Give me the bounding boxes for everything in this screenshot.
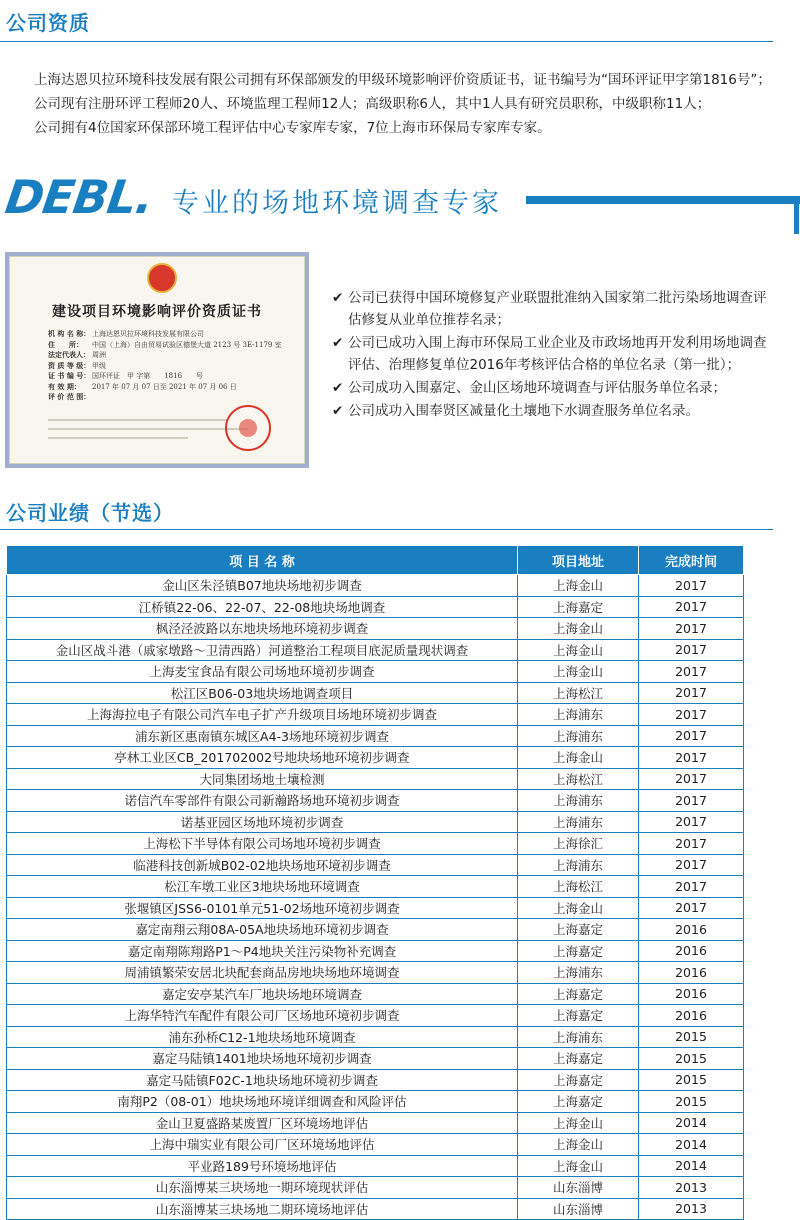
checklist-item: ✔ 公司成功入围嘉定、金山区场地环境调查与评估服务单位名录； [332, 377, 772, 399]
project-location-cell: 上海浦东 [518, 725, 639, 747]
table-row [7, 639, 744, 661]
table-row [7, 811, 744, 833]
project-location-cell: 上海金山 [518, 639, 639, 661]
intro-text [14, 68, 784, 140]
checklist-item: ✔ 公司成功入围奉贤区减量化土壤地下水调查服务单位名录。 [332, 400, 772, 422]
completion-year-cell: 2017 [639, 833, 744, 855]
checkmark-icon: ✔ [332, 380, 344, 396]
project-location-cell: 上海金山 [518, 618, 639, 640]
table-row [7, 790, 744, 812]
section-divider [0, 529, 773, 530]
project-location-cell: 上海松江 [518, 682, 639, 704]
project-name-cell: 诺信汽车零部件有限公司新瀚路场地环境初步调查 [7, 790, 518, 812]
cert-row-grade: 资 质 等 级： 甲级 [48, 360, 106, 370]
project-location-cell: 上海嘉定 [518, 1069, 639, 1091]
completion-year-cell: 2017 [639, 790, 744, 812]
completion-year-cell: 2016 [639, 962, 744, 984]
table-row [7, 1177, 744, 1199]
project-name-cell: 松江区B06-03地块场地调查项目 [7, 682, 518, 704]
table-row [7, 1198, 744, 1220]
project-location-cell: 上海徐汇 [518, 833, 639, 855]
project-location-cell: 上海嘉定 [518, 1091, 639, 1113]
achievement-checklist [332, 287, 772, 423]
project-name-cell: 嘉定马陆镇1401地块场地环境初步调查 [7, 1048, 518, 1070]
table-row [7, 747, 744, 769]
project-location-cell: 上海嘉定 [518, 940, 639, 962]
completion-year-cell: 2014 [639, 1155, 744, 1177]
table-row [7, 876, 744, 898]
table-row [7, 1048, 744, 1070]
table-row [7, 618, 744, 640]
project-name-cell: 诺基亚园区场地环境初步调查 [7, 811, 518, 833]
completion-year-cell: 2016 [639, 919, 744, 941]
project-location-cell: 上海金山 [518, 897, 639, 919]
table-row [7, 919, 744, 941]
intro-paragraph-3: 公司拥有4位国家环保部环境工程评估中心专家库专家，7位上海市环保局专家库专家。 [34, 120, 551, 136]
checkmark-icon: ✔ [332, 335, 344, 351]
project-name-cell: 嘉定安亭某汽车厂地块场地环境调查 [7, 983, 518, 1005]
header-project-name: 项 目 名 称 [7, 546, 518, 575]
project-location-cell: 上海浦东 [518, 962, 639, 984]
project-name-cell: 松江车墩工业区3地块场地环境调查 [7, 876, 518, 898]
completion-year-cell: 2013 [639, 1198, 744, 1220]
project-name-cell: 嘉定马陆镇F02C-1地块场地环境初步调查 [7, 1069, 518, 1091]
project-name-cell: 平业路189号环境场地评估 [7, 1155, 518, 1177]
project-name-cell: 大同集团场地土壤检测 [7, 768, 518, 790]
completion-year-cell: 2017 [639, 682, 744, 704]
project-name-cell: 上海松下半导体有限公司场地环境初步调查 [7, 833, 518, 855]
completion-year-cell: 2017 [639, 768, 744, 790]
table-row [7, 1112, 744, 1134]
project-location-cell: 上海浦东 [518, 790, 639, 812]
cert-row-representative: 法定代表人： 周洲 [48, 350, 106, 359]
completion-year-cell: 2015 [639, 1091, 744, 1113]
table-row [7, 1069, 744, 1091]
completion-year-cell: 2017 [639, 704, 744, 726]
completion-year-cell: 2017 [639, 897, 744, 919]
certificate-fine-print [48, 419, 248, 446]
checklist-item: ✔ 公司已获得中国环境修复产业联盟批准纳入国家第二批污染场地调查评估修复从业单位推荐名录； [332, 287, 772, 331]
intro-paragraph-1: 上海达恩贝拉环境科技发展有限公司拥有环保部颁发的甲级环境影响评价资质证书，证书编号为“国环评证甲字第1816号”； [34, 72, 771, 88]
completion-year-cell: 2014 [639, 1134, 744, 1156]
completion-year-cell: 2017 [639, 747, 744, 769]
table-row [7, 575, 744, 597]
completion-year-cell: 2015 [639, 1069, 744, 1091]
project-name-cell: 南翔P2（08-01）地块场地环境详细调查和风险评估 [7, 1091, 518, 1113]
project-location-cell: 上海金山 [518, 575, 639, 597]
completion-year-cell: 2017 [639, 661, 744, 683]
official-seal-icon [225, 405, 271, 451]
completion-year-cell: 2017 [639, 854, 744, 876]
completion-year-cell: 2017 [639, 618, 744, 640]
cert-row-validity: 有 效 期： 2017 年 07 月 07 日至 2021 年 07 月 06 日 [48, 381, 237, 391]
project-name-cell: 山东淄博某三块场地一期环境现状评估 [7, 1177, 518, 1199]
debl-logo: DEBL. [2, 170, 157, 224]
project-name-cell: 浦东孙桥C12-1地块场地环境调查 [7, 1026, 518, 1048]
project-name-cell: 江桥镇22-06、22-07、22-08地块场地调查 [7, 596, 518, 618]
section-title-qualification: 公司资质 [6, 11, 90, 35]
table-row [7, 725, 744, 747]
table-row [7, 983, 744, 1005]
header-completion-year: 完成时间 [639, 546, 744, 575]
project-location-cell: 上海嘉定 [518, 1005, 639, 1027]
completion-year-cell: 2017 [639, 876, 744, 898]
project-location-cell: 上海金山 [518, 747, 639, 769]
table-row [7, 1134, 744, 1156]
table-row [7, 768, 744, 790]
table-row [7, 940, 744, 962]
project-location-cell: 山东淄博 [518, 1177, 639, 1199]
table-row [7, 682, 744, 704]
project-location-cell: 上海嘉定 [518, 596, 639, 618]
completion-year-cell: 2013 [639, 1177, 744, 1199]
project-name-cell: 金山卫夏盛路某废置厂区环境场地评估 [7, 1112, 518, 1134]
completion-year-cell: 2015 [639, 1048, 744, 1070]
project-name-cell: 嘉定南翔云翔08A-05A地块场地环境初步调查 [7, 919, 518, 941]
cert-row-number: 证 书 编 号： 国环评证 甲 字第 1816 号 [48, 371, 204, 380]
project-name-cell: 上海中瑞实业有限公司厂区环境场地评估 [7, 1134, 518, 1156]
cert-row-scope: 评 价 范 围： [48, 392, 91, 401]
project-name-cell: 金山区朱泾镇B07地块场地初步调查 [7, 575, 518, 597]
project-name-cell: 亭林工业区CB_201702002号地块场地环境初步调查 [7, 747, 518, 769]
project-name-cell: 金山区战斗港（戚家墩路～卫清西路）河道整治工程项目底泥质量现状调查 [7, 639, 518, 661]
checklist-item: ✔ 公司已成功入围上海市环保局工业企业及市政场地再开发利用场地调查评估、治理修复单位2016年考核评估合格的单位名录（第一批）； [332, 332, 772, 376]
project-location-cell: 上海浦东 [518, 1026, 639, 1048]
table-row [7, 897, 744, 919]
project-name-cell: 枫泾泾波路以东地块场地环境初步调查 [7, 618, 518, 640]
table-row [7, 833, 744, 855]
project-location-cell: 上海浦东 [518, 854, 639, 876]
project-name-cell: 张堰镇区JSS6-0101单元51-02场地环境初步调查 [7, 897, 518, 919]
table-row [7, 704, 744, 726]
project-table [6, 545, 744, 1220]
project-name-cell: 山东淄博某三块场地二期环境场地评估 [7, 1198, 518, 1220]
qualification-certificate-image [5, 252, 309, 468]
project-name-cell: 周浦镇繁荣安居北块配套商品房地块场地环境调查 [7, 962, 518, 984]
project-name-cell: 上海华特汽车配件有限公司厂区场地环境初步调查 [7, 1005, 518, 1027]
project-location-cell: 上海嘉定 [518, 983, 639, 1005]
national-emblem-icon [147, 263, 177, 293]
project-name-cell: 临港科技创新城B02-02地块场地环境初步调查 [7, 854, 518, 876]
project-location-cell: 上海浦东 [518, 811, 639, 833]
section-title-performance: 公司业绩（节选） [6, 501, 174, 525]
project-location-cell: 上海嘉定 [518, 1048, 639, 1070]
certificate-fields [48, 329, 288, 403]
intro-paragraph-2: 公司现有注册环评工程师20人、环境监理工程师12人；高级职称6人，其中1人具有研究员职称，中级职称11人； [34, 96, 711, 112]
project-location-cell: 上海金山 [518, 1112, 639, 1134]
completion-year-cell: 2017 [639, 575, 744, 597]
project-name-cell: 嘉定南翔陈翔路P1～P4地块关注污染物补充调查 [7, 940, 518, 962]
table-header-row [7, 546, 744, 575]
header-project-location: 项目地址 [518, 546, 639, 575]
project-location-cell: 上海浦东 [518, 704, 639, 726]
table-row [7, 661, 744, 683]
checkmark-icon: ✔ [332, 403, 344, 419]
project-location-cell: 上海松江 [518, 768, 639, 790]
project-location-cell: 上海金山 [518, 1134, 639, 1156]
brand-banner [0, 168, 800, 230]
completion-year-cell: 2016 [639, 1005, 744, 1027]
completion-year-cell: 2014 [639, 1112, 744, 1134]
project-location-cell: 山东淄博 [518, 1198, 639, 1220]
completion-year-cell: 2016 [639, 983, 744, 1005]
completion-year-cell: 2015 [639, 1026, 744, 1048]
cert-row-org: 机 构 名 称： 上海达恩贝拉环境科技发展有限公司 [48, 329, 204, 338]
completion-year-cell: 2017 [639, 725, 744, 747]
project-name-cell: 浦东新区惠南镇东城区A4-3场地环境初步调查 [7, 725, 518, 747]
table-row [7, 962, 744, 984]
banner-bar [526, 196, 800, 204]
completion-year-cell: 2017 [639, 596, 744, 618]
brand-slogan: 专业的场地环境调查专家 [172, 188, 502, 219]
completion-year-cell: 2017 [639, 639, 744, 661]
completion-year-cell: 2017 [639, 811, 744, 833]
table-body [7, 575, 744, 1220]
table-row [7, 1091, 744, 1113]
project-location-cell: 上海松江 [518, 876, 639, 898]
certificate-title: 建设项目环境影响评价资质证书 [52, 304, 262, 320]
table-row [7, 1005, 744, 1027]
table-row [7, 596, 744, 618]
checkmark-icon: ✔ [332, 290, 344, 306]
banner-hook [794, 196, 799, 234]
project-name-cell: 上海麦宝食品有限公司场地环境初步调查 [7, 661, 518, 683]
table-row [7, 854, 744, 876]
table-row [7, 1026, 744, 1048]
section-divider [0, 41, 773, 42]
project-name-cell: 上海海拉电子有限公司汽车电子扩产升级项目场地环境初步调查 [7, 704, 518, 726]
table-row [7, 1155, 744, 1177]
project-location-cell: 上海金山 [518, 1155, 639, 1177]
project-location-cell: 上海金山 [518, 661, 639, 683]
completion-year-cell: 2016 [639, 940, 744, 962]
cert-row-address: 住 所： 中国（上海）自由贸易试验区德堡大道 2123 号 3E-1179 室 [48, 339, 282, 349]
project-location-cell: 上海嘉定 [518, 919, 639, 941]
